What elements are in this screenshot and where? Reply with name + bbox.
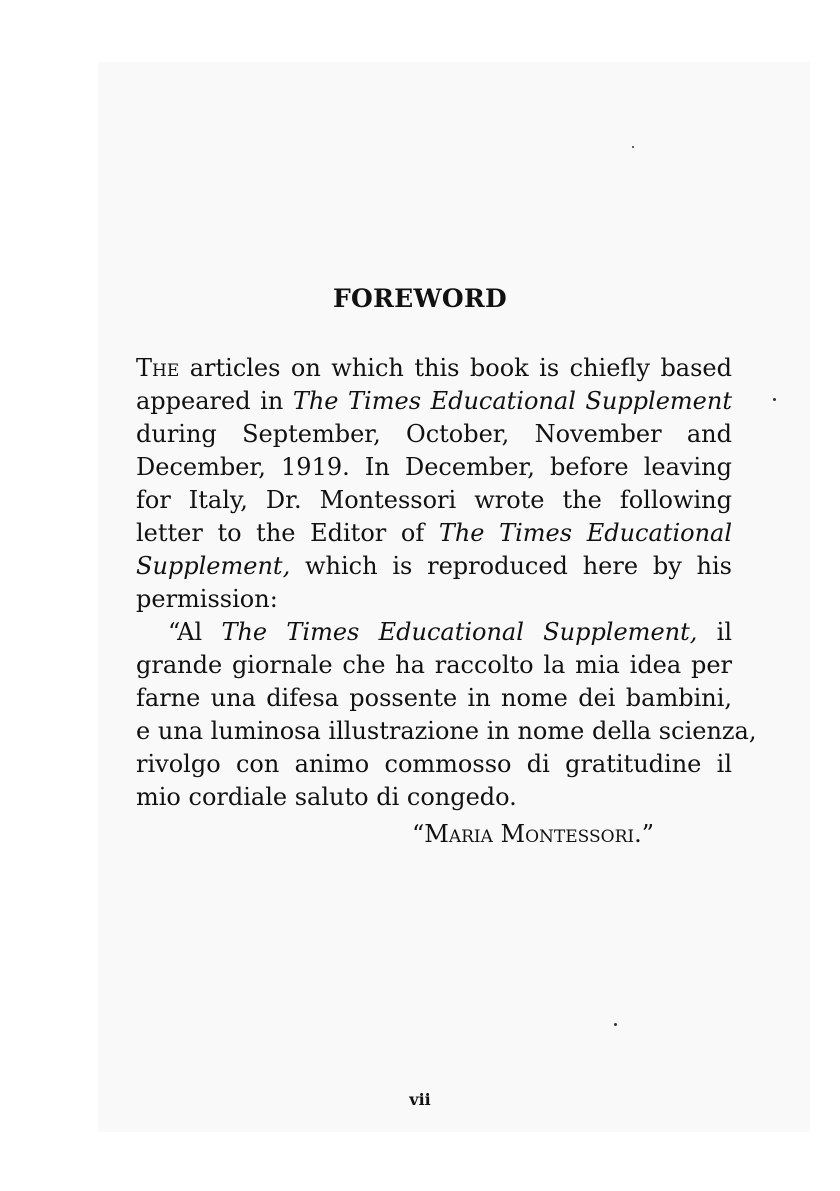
text-line [136,517,732,550]
letter-line: mio cordiale saluto di congedo. [136,783,517,811]
letter-line: rivolgo con animo commosso di gratitudine il [136,750,732,778]
text-run: which is reproduced here by his [290,552,732,580]
publication-title: Supplement, [136,552,291,580]
ink-speck [773,398,776,401]
foreword-heading: FOREWORD [332,284,508,313]
text-line: for Italy, Dr. Montessori wrote the following [136,486,732,514]
text-run: articles on which this book is chiefly based [179,354,732,382]
text-line: during September, October, November and [136,420,732,448]
ink-speck [614,1023,617,1026]
text-run: “Al [168,618,222,646]
letter-line: grande giornale che ha raccolto la mia idea per [136,651,732,679]
drop-word: The [136,354,180,382]
text-line [136,352,732,385]
text-line: December, 1919. In December, before leaving [136,453,732,481]
text-run: il [697,618,733,646]
ink-speck [632,146,634,148]
page-number: vii [409,1090,431,1109]
text-line [136,550,732,583]
text-run: appeared in [136,387,293,415]
letter-line [168,616,732,649]
letter-line: e una luminosa illustrazione in nome della scienza, [136,717,757,745]
publication-title: The Times Educational [438,519,733,547]
publication-title: The Times Educational Supplement, [221,618,698,646]
text-line: permission: [136,585,278,613]
text-run: letter to the Editor of [136,519,439,547]
signature: “Maria Montessori.” [412,820,655,848]
text-line [136,385,732,418]
letter-line: farne una difesa possente in nome dei bambini, [136,684,732,712]
publication-title: The Times Educational Supplement [292,387,732,415]
